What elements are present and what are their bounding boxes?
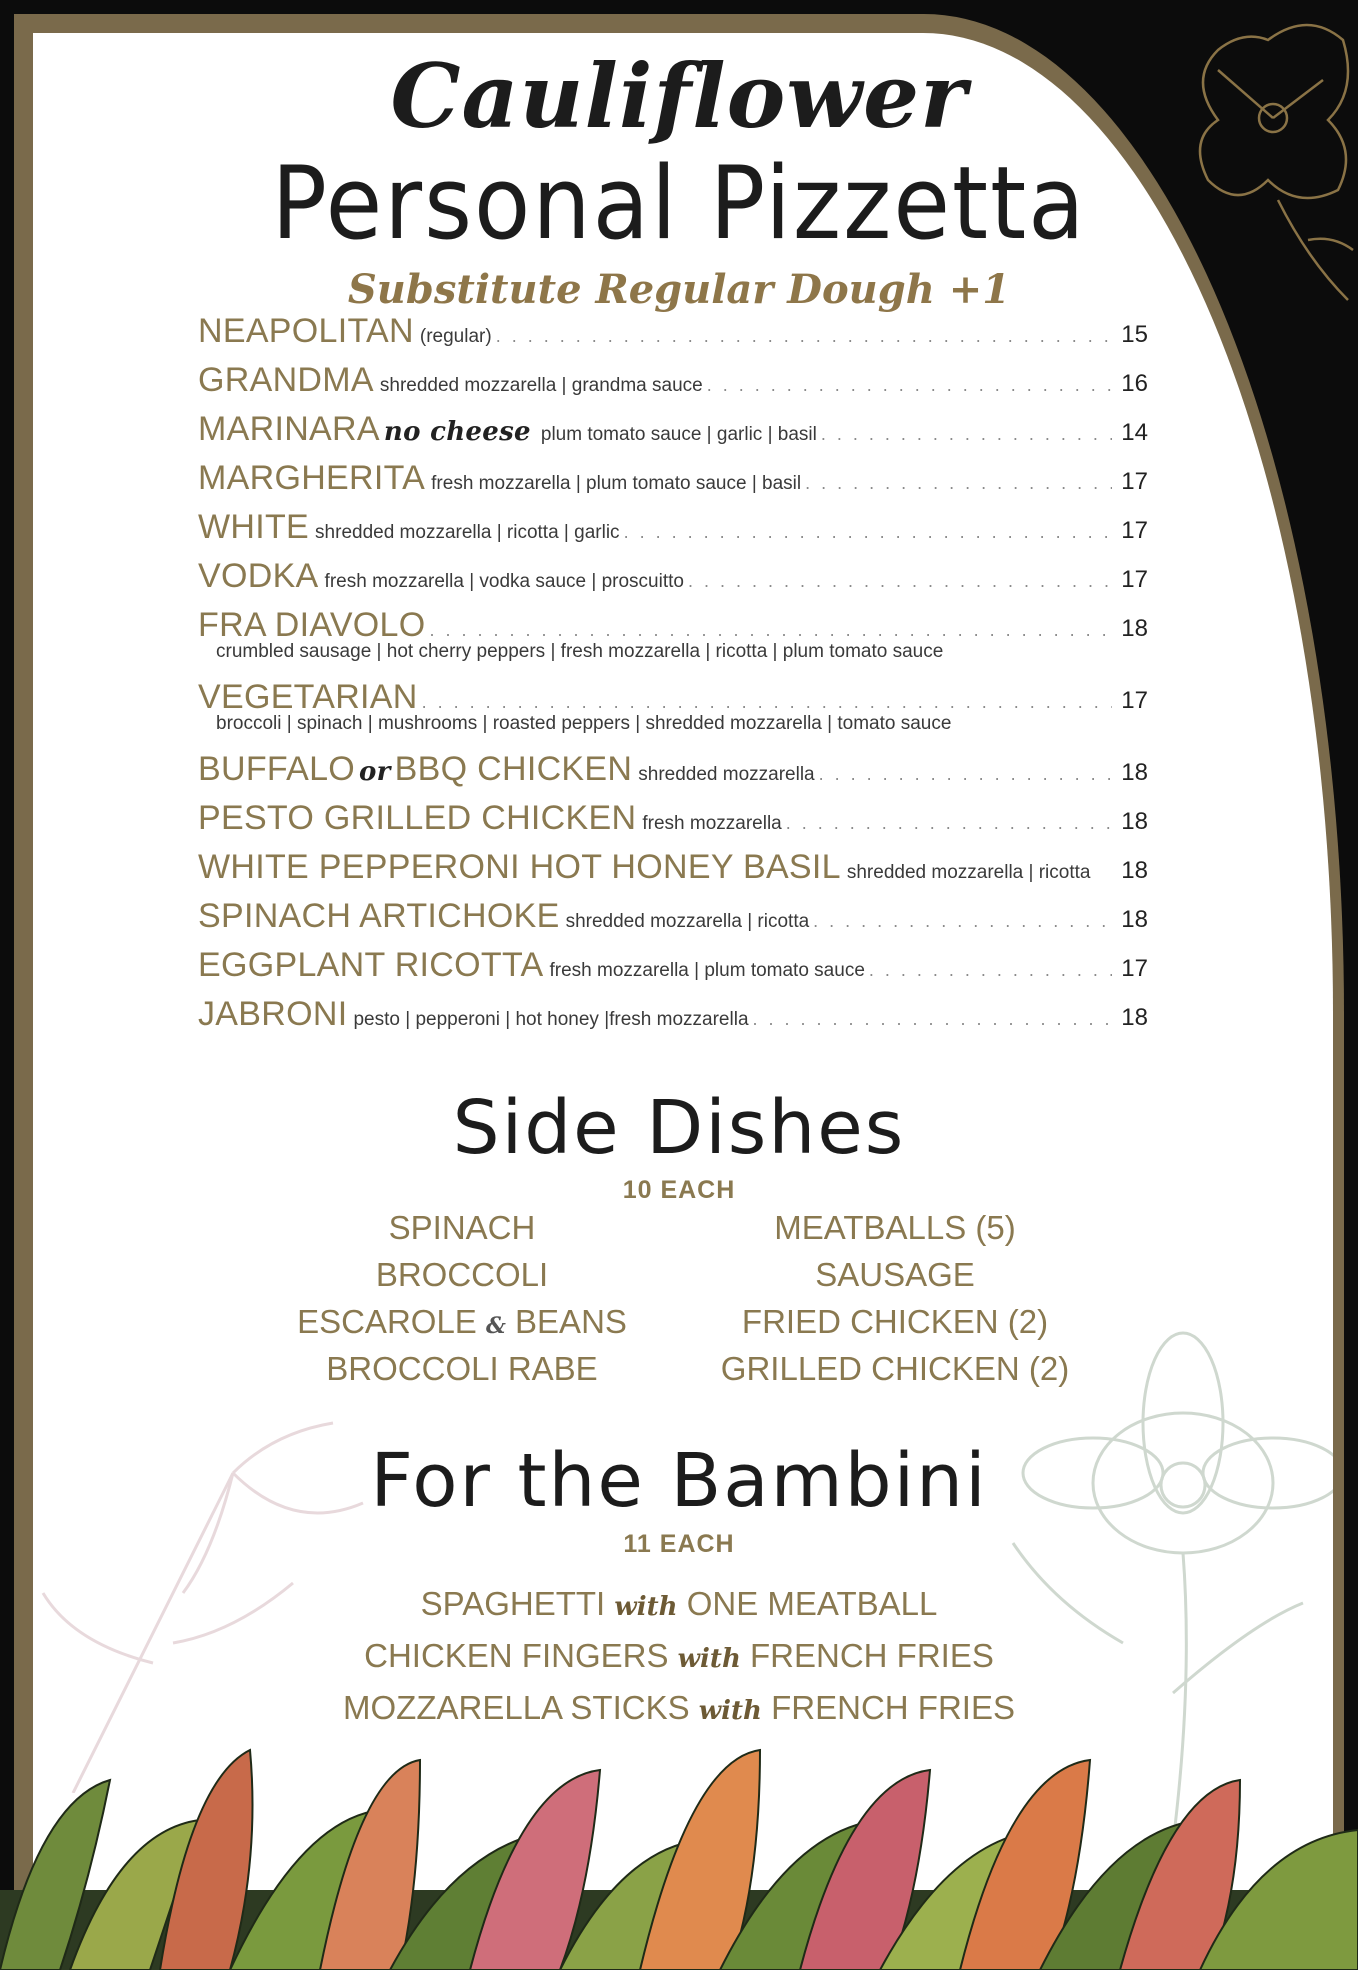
item-price: 18 [1121, 857, 1148, 884]
side-dishes-right-column [665, 1204, 1125, 1392]
item-price: 17 [1121, 517, 1148, 544]
side-item: MEATBALLS (5) [774, 1209, 1016, 1246]
side-dishes-title: Side Dishes [452, 1085, 906, 1171]
item-price: 18 [1121, 808, 1148, 835]
leader-dots [422, 692, 1112, 713]
tropical-foliage-border [0, 1740, 1358, 1970]
menu-item [198, 848, 1148, 887]
or-connector: or [359, 757, 391, 787]
item-description: shredded mozzarella [638, 764, 815, 785]
item-name: MARGHERITA [198, 459, 426, 497]
bambini-list [0, 1578, 1358, 1734]
menu-item [198, 459, 1148, 498]
item-price: 18 [1121, 1004, 1148, 1031]
cauliflower-script-title: Cauliflower [390, 44, 968, 148]
menu-item [198, 312, 1148, 351]
menu-item [198, 750, 1148, 789]
item-description: shredded mozzarella | ricotta [846, 862, 1091, 883]
menu-item [198, 606, 1148, 663]
leader-dots [819, 764, 1112, 785]
item-description: broccoli | spinach | mushrooms | roasted peppers | shredded mozzarella | tomato sauce [216, 713, 952, 734]
item-price: 17 [1121, 955, 1148, 982]
item-price: 15 [1121, 321, 1148, 348]
leader-dots [624, 522, 1112, 543]
item-price: 17 [1121, 566, 1148, 593]
item-name: WHITE PEPPERONI HOT HONEY BASIL [198, 848, 841, 886]
ampersand: & [485, 1313, 506, 1339]
item-name: FRA DIAVOLO [198, 606, 426, 644]
side-dishes-price: 10 EACH [622, 1176, 736, 1204]
item-name: NEAPOLITAN [198, 312, 414, 350]
item-price: 18 [1121, 906, 1148, 933]
leader-dots [753, 1009, 1112, 1030]
side-item: GRILLED CHICKEN (2) [720, 1350, 1070, 1387]
item-name: VODKA [198, 557, 319, 595]
menu-item [198, 410, 1148, 449]
side-item: SAUSAGE [815, 1256, 975, 1293]
leader-dots [496, 326, 1112, 347]
menu-item [198, 508, 1148, 547]
item-name: JABRONI [198, 995, 348, 1033]
item-name: PESTO GRILLED CHICKEN [198, 799, 637, 837]
item-name: MARINARA no cheese [198, 410, 531, 448]
item-price: 17 [1121, 468, 1148, 495]
item-price: 18 [1121, 615, 1148, 642]
bambini-item: SPAGHETTI with ONE MEATBALL [420, 1585, 938, 1622]
item-price: 18 [1121, 759, 1148, 786]
menu-item [198, 361, 1148, 400]
bambini-item: CHICKEN FINGERS with FRENCH FRIES [364, 1637, 994, 1674]
menu-item [198, 946, 1148, 985]
leader-dots [430, 620, 1112, 641]
side-item: FRIED CHICKEN (2) [741, 1303, 1049, 1340]
item-price: 17 [1121, 687, 1148, 714]
bambini-title: For the Bambini [370, 1438, 988, 1524]
item-description: (regular) [419, 326, 492, 347]
leader-dots [707, 375, 1112, 396]
side-item: BROCCOLI [375, 1256, 549, 1293]
no-cheese-note: no cheese [383, 417, 531, 447]
bambini-price: 11 EACH [623, 1530, 735, 1558]
menu-item [198, 557, 1148, 596]
item-description: fresh mozzarella | vodka sauce | proscuitto [324, 571, 684, 592]
item-name: WHITE [198, 508, 310, 546]
item-description: shredded mozzarella | ricotta | garlic [315, 522, 620, 543]
menu-item [198, 995, 1148, 1034]
item-description: shredded mozzarella | ricotta [565, 911, 810, 932]
item-description: fresh mozzarella | plum tomato sauce | basil [431, 473, 802, 494]
item-price: 16 [1121, 370, 1148, 397]
item-description: fresh mozzarella | plum tomato sauce [549, 960, 865, 981]
item-description: shredded mozzarella | grandma sauce [379, 375, 703, 396]
bambini-item: MOZZARELLA STICKS with FRENCH FRIES [343, 1689, 1015, 1726]
menu-item [198, 897, 1148, 936]
substitute-note: Substitute Regular Dough +1 [347, 266, 1011, 313]
item-description: pesto | pepperoni | hot honey |fresh mozzarella [353, 1009, 749, 1030]
item-price: 14 [1121, 419, 1148, 446]
leader-dots [786, 813, 1112, 834]
menu-item [198, 678, 1148, 735]
item-name: GRANDMA [198, 361, 374, 399]
item-description: plum tomato sauce | garlic | basil [540, 424, 817, 445]
item-description: fresh mozzarella [642, 813, 782, 834]
leader-dots [869, 960, 1112, 981]
pizzetta-title: Personal Pizzetta [271, 144, 1087, 263]
leader-dots [688, 571, 1112, 592]
leader-dots [821, 424, 1112, 445]
item-name: EGGPLANT RICOTTA [198, 946, 544, 984]
leader-dots [805, 473, 1112, 494]
item-name: SPINACH ARTICHOKE [198, 897, 560, 935]
menu-item [198, 799, 1148, 838]
side-item: ESCAROLE & BEANS [297, 1303, 627, 1340]
item-name: BUFFALO or BBQ CHICKEN [198, 750, 633, 788]
side-item: SPINACH [388, 1209, 536, 1246]
side-item: BROCCOLI RABE [326, 1350, 598, 1387]
side-dishes-left-column [232, 1204, 692, 1392]
item-name: VEGETARIAN [198, 678, 418, 716]
item-description: crumbled sausage | hot cherry peppers | fresh mozzarella | ricotta | plum tomato sauce [216, 641, 944, 662]
leader-dots [813, 911, 1112, 932]
